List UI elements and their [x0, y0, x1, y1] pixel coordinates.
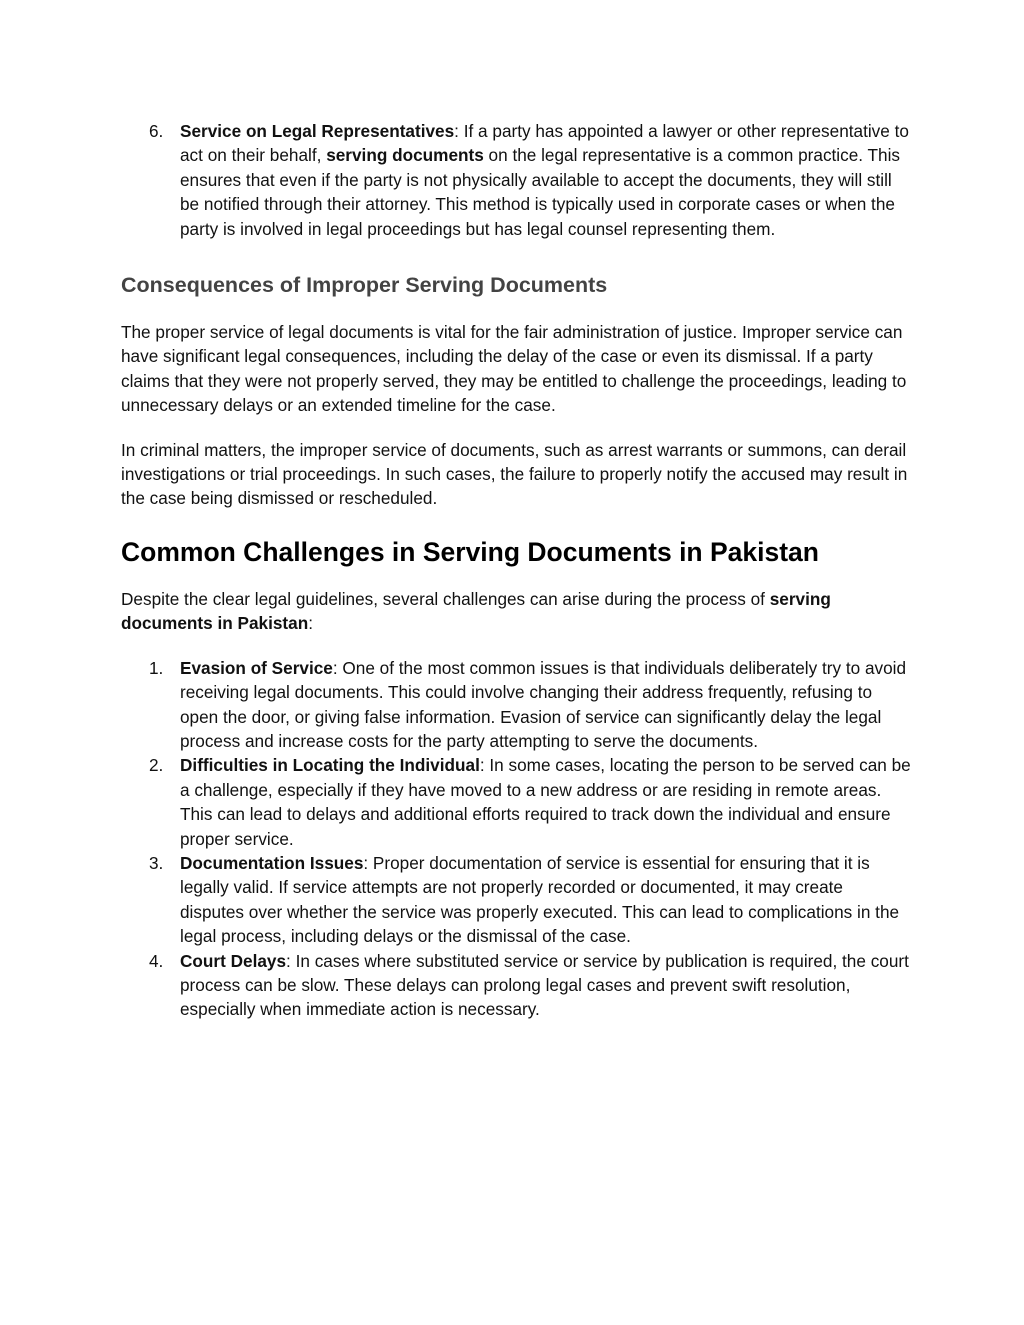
list-item [121, 656, 911, 754]
intro-text: Despite the clear legal guidelines, several challenges can arise during the process of [121, 588, 770, 609]
list-item-number: 4. [149, 950, 164, 971]
list-item [121, 119, 911, 241]
section-heading-challenges: Common Challenges in Serving Documents in Pakistan [121, 536, 819, 567]
list-item-text: : Proper documentation of service is essential for ensuring that it is legally valid. If service attempts are not properly recorded or documented, it may create disputes over whether the service was properly executed. This can lead to complications in the legal process, including delays or the dismissal of the case. [180, 852, 900, 947]
list-item [121, 851, 911, 949]
list-item [121, 753, 911, 851]
document-content [121, 119, 911, 1022]
section-heading-consequences: Consequences of Improper Serving Documents [121, 273, 608, 298]
list-item [121, 949, 911, 1022]
list-item-bold-phrase: serving documents [326, 145, 484, 166]
list-item-text: : If a party has appointed a lawyer or other representative to act on their behalf, [180, 121, 909, 166]
list-item-text: : In cases where substituted service or service by publication is required, the court process can be slow. These delays can prolong legal cases and prevent swift resolution, especially when immediate action is necessary. [180, 950, 909, 1020]
list-item-title: Court Delays [180, 950, 287, 971]
list-item-title: Evasion of Service [180, 657, 333, 678]
top-numbered-list [121, 119, 911, 241]
list-item-title: Documentation Issues [180, 852, 364, 873]
intro-bold-phrase: serving documents in Pakistan [121, 588, 831, 634]
paragraph: In criminal matters, the improper service of documents, such as arrest warrants or summons, can derail investigations or trial proceedings. In such cases, the failure to properly notify the accused may result in the case being dismissed or rescheduled. [121, 439, 908, 509]
list-item-text: : In some cases, locating the person to be served can be a challenge, especially if they have moved to a new address or are residing in remote areas. This can lead to delays and additional efforts required to track down the individual and ensure proper service. [180, 755, 911, 849]
list-item-title: Service on Legal Representatives [180, 121, 455, 141]
list-item-text: on the legal representative is a common practice. This ensures that even if the party is not physically available to accept the documents, they will still be notified through their attorney. This method is typically used in corporate cases or when the party is involved in legal proceedings but has legal counsel representing them. [180, 145, 900, 239]
list-item-text: : One of the most common issues is that individuals deliberately try to avoid receiving legal documents. This could involve changing their address frequently, refusing to open the door, or giving false information. Evasion of service can significantly delay the legal process and increase costs for the party attempting to serve the documents. [180, 657, 907, 751]
paragraph: The proper service of legal documents is vital for the fair administration of justice. Improper service can have significant legal consequences, including the delay of the case or even its dismissal. If a party claims that they were not properly served, they may be entitled to challenge the proceedings, leading to unnecessary delays or an extended timeline for the case. [121, 322, 907, 416]
paragraph-intro [121, 587, 911, 636]
list-item-number: 6. [149, 121, 164, 141]
list-item-number: 3. [149, 852, 164, 873]
intro-text-end: : [308, 613, 313, 634]
list-item-number: 2. [149, 755, 164, 776]
challenges-numbered-list [121, 656, 911, 1022]
list-item-title: Difficulties in Locating the Individual [180, 755, 480, 776]
list-item-number: 1. [149, 657, 164, 678]
